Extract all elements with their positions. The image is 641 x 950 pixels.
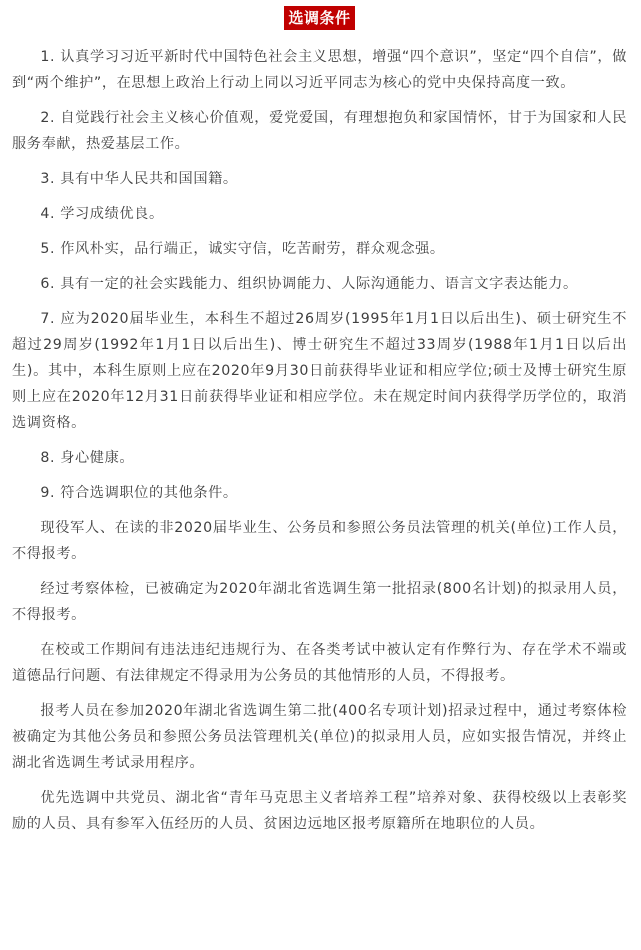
exclusion-serving-staff: 现役军人、在读的非2020届毕业生、公务员和参照公务员法管理的机关(单位)工作人员，不得报考。 — [12, 520, 627, 562]
priority-selection: 优先选调中共党员、湖北省“青年马克思主义者培养工程”培养对象、获得校级以上表彰奖励的人员、具有参军入伍经历的人员、贫困边远地区报考原籍所在地职位的人员。 — [12, 790, 627, 832]
condition-5: 5. 作风朴实，品行端正，诚实守信，吃苦耐劳，群众观念强。 — [40, 241, 445, 257]
condition-8: 8. 身心健康。 — [40, 450, 135, 466]
condition-9: 9. 符合选调职位的其他条件。 — [40, 485, 238, 501]
exclusion-misconduct: 在校或工作期间有违法违纪违规行为、在各类考试中被认定有作弊行为、存在学术不端或道德品行问题、有法律规定不得录用为公务员的其他情形的人员，不得报考。 — [12, 642, 627, 684]
section-title: 选调条件 — [284, 6, 354, 30]
condition-1: 1. 认真学习习近平新时代中国特色社会主义思想，增强“四个意识”，坚定“四个自信”，做到“两个维护”，在思想上政治上行动上同以习近平同志为核心的党中央保持高度一致。 — [12, 49, 627, 91]
condition-6: 6. 具有一定的社会实践能力、组织协调能力、人际沟通能力、语言文字表达能力。 — [40, 276, 578, 292]
condition-7: 7. 应为2020届毕业生，本科生不超过26周岁(1995年1月1日以后出生)、硕士研究生不超过29周岁(1992年1月1日以后出生)、博士研究生不超过33周岁(1988年1月1日以后出生)。其中，本科生原则上应在2020年9月30日前获得毕业证和相应学位;硕士及博士研究生原则上应在2020年12月31日前获得毕业证和相应学位。未在规定时间内获得学历学位的，取消选调资格。 — [12, 311, 627, 431]
condition-2: 2. 自觉践行社会主义核心价值观，爱党爱国，有理想抱负和家国情怀，甘于为国家和人民服务奉献，热爱基层工作。 — [12, 110, 627, 152]
condition-4: 4. 学习成绩优良。 — [40, 206, 164, 222]
exclusion-first-batch: 经过考察体检，已被确定为2020年湖北省选调生第一批招录(800名计划)的拟录用人员，不得报考。 — [12, 581, 627, 623]
report-requirement: 报考人员在参加2020年湖北省选调生第二批(400名专项计划)招录过程中，通过考察体检被确定为其他公务员和参照公务员法管理机关(单位)的拟录用人员，应如实报告情况，并终止湖北省选调生考试录用程序。 — [12, 703, 627, 771]
section-title-wrap — [12, 6, 627, 32]
condition-3: 3. 具有中华人民共和国国籍。 — [40, 171, 238, 187]
